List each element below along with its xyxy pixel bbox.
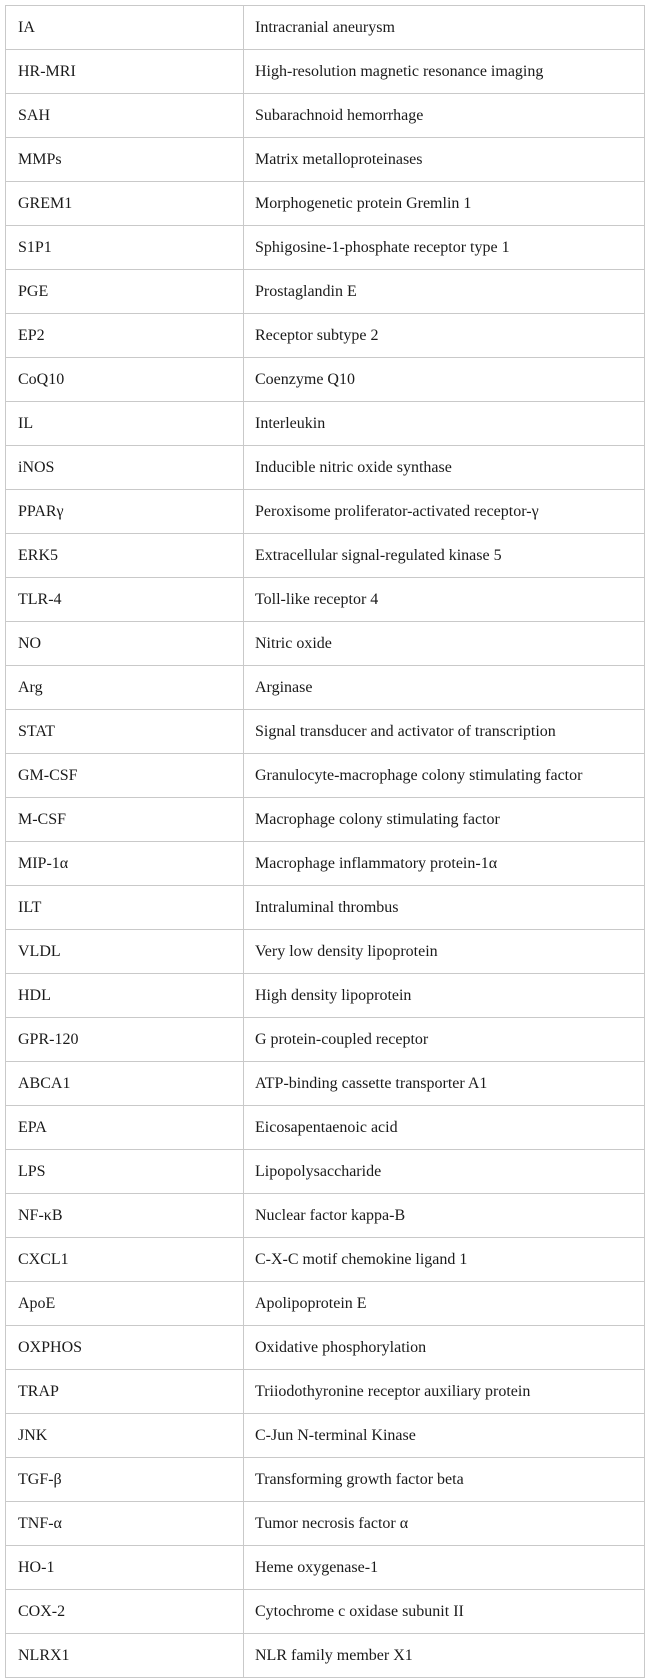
table-row xyxy=(6,1458,645,1502)
table-row xyxy=(6,1282,645,1326)
abbreviation-cell: STAT xyxy=(6,710,244,754)
definition-cell: Signal transducer and activator of transcription xyxy=(244,710,645,754)
table-row xyxy=(6,1150,645,1194)
abbreviation-cell: IA xyxy=(6,6,244,50)
table-row xyxy=(6,974,645,1018)
table-row xyxy=(6,138,645,182)
definition-cell: ATP-binding cassette transporter A1 xyxy=(244,1062,645,1106)
abbreviation-cell: TLR-4 xyxy=(6,578,244,622)
abbreviation-cell: GPR-120 xyxy=(6,1018,244,1062)
definition-cell: Apolipoprotein E xyxy=(244,1282,645,1326)
definition-cell: Matrix metalloproteinases xyxy=(244,138,645,182)
definition-cell: NLR family member X1 xyxy=(244,1634,645,1678)
definition-cell: Sphigosine-1-phosphate receptor type 1 xyxy=(244,226,645,270)
abbreviations-table xyxy=(5,5,645,1678)
table-row xyxy=(6,578,645,622)
abbreviations-table-body xyxy=(6,6,645,1678)
abbreviation-cell: HO-1 xyxy=(6,1546,244,1590)
definition-cell: Subarachnoid hemorrhage xyxy=(244,94,645,138)
abbreviation-cell: ILT xyxy=(6,886,244,930)
definition-cell: C-Jun N-terminal Kinase xyxy=(244,1414,645,1458)
definition-cell: Macrophage inflammatory protein-1α xyxy=(244,842,645,886)
table-row xyxy=(6,6,645,50)
definition-cell: C-X-C motif chemokine ligand 1 xyxy=(244,1238,645,1282)
table-row xyxy=(6,666,645,710)
definition-cell: Very low density lipoprotein xyxy=(244,930,645,974)
definition-cell: Intracranial aneurysm xyxy=(244,6,645,50)
table-row xyxy=(6,1502,645,1546)
table-row xyxy=(6,1634,645,1678)
table-row xyxy=(6,490,645,534)
abbreviation-cell: CXCL1 xyxy=(6,1238,244,1282)
table-row xyxy=(6,1590,645,1634)
abbreviation-cell: NF-κB xyxy=(6,1194,244,1238)
definition-cell: Prostaglandin E xyxy=(244,270,645,314)
definition-cell: Nitric oxide xyxy=(244,622,645,666)
table-row xyxy=(6,1018,645,1062)
table-row xyxy=(6,1546,645,1590)
definition-cell: G protein-coupled receptor xyxy=(244,1018,645,1062)
abbreviation-cell: SAH xyxy=(6,94,244,138)
table-row xyxy=(6,798,645,842)
abbreviation-cell: ERK5 xyxy=(6,534,244,578)
definition-cell: Arginase xyxy=(244,666,645,710)
table-row xyxy=(6,534,645,578)
abbreviation-cell: MMPs xyxy=(6,138,244,182)
definition-cell: Toll-like receptor 4 xyxy=(244,578,645,622)
table-row xyxy=(6,1238,645,1282)
table-row xyxy=(6,1370,645,1414)
table-row xyxy=(6,226,645,270)
table-row xyxy=(6,314,645,358)
abbreviation-cell: EPA xyxy=(6,1106,244,1150)
abbreviation-cell: GM-CSF xyxy=(6,754,244,798)
definition-cell: Peroxisome proliferator-activated receptor-γ xyxy=(244,490,645,534)
abbreviation-cell: GREM1 xyxy=(6,182,244,226)
abbreviation-cell: TGF-β xyxy=(6,1458,244,1502)
abbreviation-cell: NLRX1 xyxy=(6,1634,244,1678)
definition-cell: Macrophage colony stimulating factor xyxy=(244,798,645,842)
table-row xyxy=(6,402,645,446)
abbreviation-cell: M-CSF xyxy=(6,798,244,842)
definition-cell: Interleukin xyxy=(244,402,645,446)
definition-cell: Receptor subtype 2 xyxy=(244,314,645,358)
abbreviation-cell: COX-2 xyxy=(6,1590,244,1634)
table-row xyxy=(6,1326,645,1370)
table-row xyxy=(6,1414,645,1458)
table-row xyxy=(6,270,645,314)
definition-cell: Eicosapentaenoic acid xyxy=(244,1106,645,1150)
abbreviation-cell: PGE xyxy=(6,270,244,314)
abbreviation-cell: OXPHOS xyxy=(6,1326,244,1370)
definition-cell: Inducible nitric oxide synthase xyxy=(244,446,645,490)
table-row xyxy=(6,358,645,402)
definition-cell: High density lipoprotein xyxy=(244,974,645,1018)
table-row xyxy=(6,842,645,886)
definition-cell: Granulocyte-macrophage colony stimulating factor xyxy=(244,754,645,798)
table-row xyxy=(6,1106,645,1150)
abbreviation-cell: TNF-α xyxy=(6,1502,244,1546)
definition-cell: Tumor necrosis factor α xyxy=(244,1502,645,1546)
abbreviation-cell: CoQ10 xyxy=(6,358,244,402)
table-row xyxy=(6,50,645,94)
definition-cell: High-resolution magnetic resonance imaging xyxy=(244,50,645,94)
abbreviation-cell: MIP-1α xyxy=(6,842,244,886)
abbreviation-cell: EP2 xyxy=(6,314,244,358)
abbreviation-cell: PPARγ xyxy=(6,490,244,534)
table-row xyxy=(6,622,645,666)
definition-cell: Morphogenetic protein Gremlin 1 xyxy=(244,182,645,226)
definition-cell: Oxidative phosphorylation xyxy=(244,1326,645,1370)
abbreviation-cell: VLDL xyxy=(6,930,244,974)
table-row xyxy=(6,754,645,798)
table-row xyxy=(6,1194,645,1238)
table-row xyxy=(6,1062,645,1106)
table-row xyxy=(6,446,645,490)
table-row xyxy=(6,94,645,138)
definition-cell: Intraluminal thrombus xyxy=(244,886,645,930)
abbreviation-cell: TRAP xyxy=(6,1370,244,1414)
abbreviation-cell: ABCA1 xyxy=(6,1062,244,1106)
definition-cell: Cytochrome c oxidase subunit II xyxy=(244,1590,645,1634)
table-row xyxy=(6,930,645,974)
definition-cell: Transforming growth factor beta xyxy=(244,1458,645,1502)
abbreviation-cell: LPS xyxy=(6,1150,244,1194)
abbreviation-cell: ApoE xyxy=(6,1282,244,1326)
definition-cell: Extracellular signal-regulated kinase 5 xyxy=(244,534,645,578)
definition-cell: Heme oxygenase-1 xyxy=(244,1546,645,1590)
abbreviation-cell: JNK xyxy=(6,1414,244,1458)
abbreviation-cell: NO xyxy=(6,622,244,666)
table-row xyxy=(6,710,645,754)
abbreviation-cell: HDL xyxy=(6,974,244,1018)
definition-cell: Triiodothyronine receptor auxiliary protein xyxy=(244,1370,645,1414)
abbreviation-cell: iNOS xyxy=(6,446,244,490)
abbreviation-cell: S1P1 xyxy=(6,226,244,270)
abbreviation-cell: IL xyxy=(6,402,244,446)
table-row xyxy=(6,886,645,930)
abbreviation-cell: Arg xyxy=(6,666,244,710)
abbreviation-cell: HR-MRI xyxy=(6,50,244,94)
definition-cell: Nuclear factor kappa-B xyxy=(244,1194,645,1238)
table-row xyxy=(6,182,645,226)
definition-cell: Lipopolysaccharide xyxy=(244,1150,645,1194)
definition-cell: Coenzyme Q10 xyxy=(244,358,645,402)
